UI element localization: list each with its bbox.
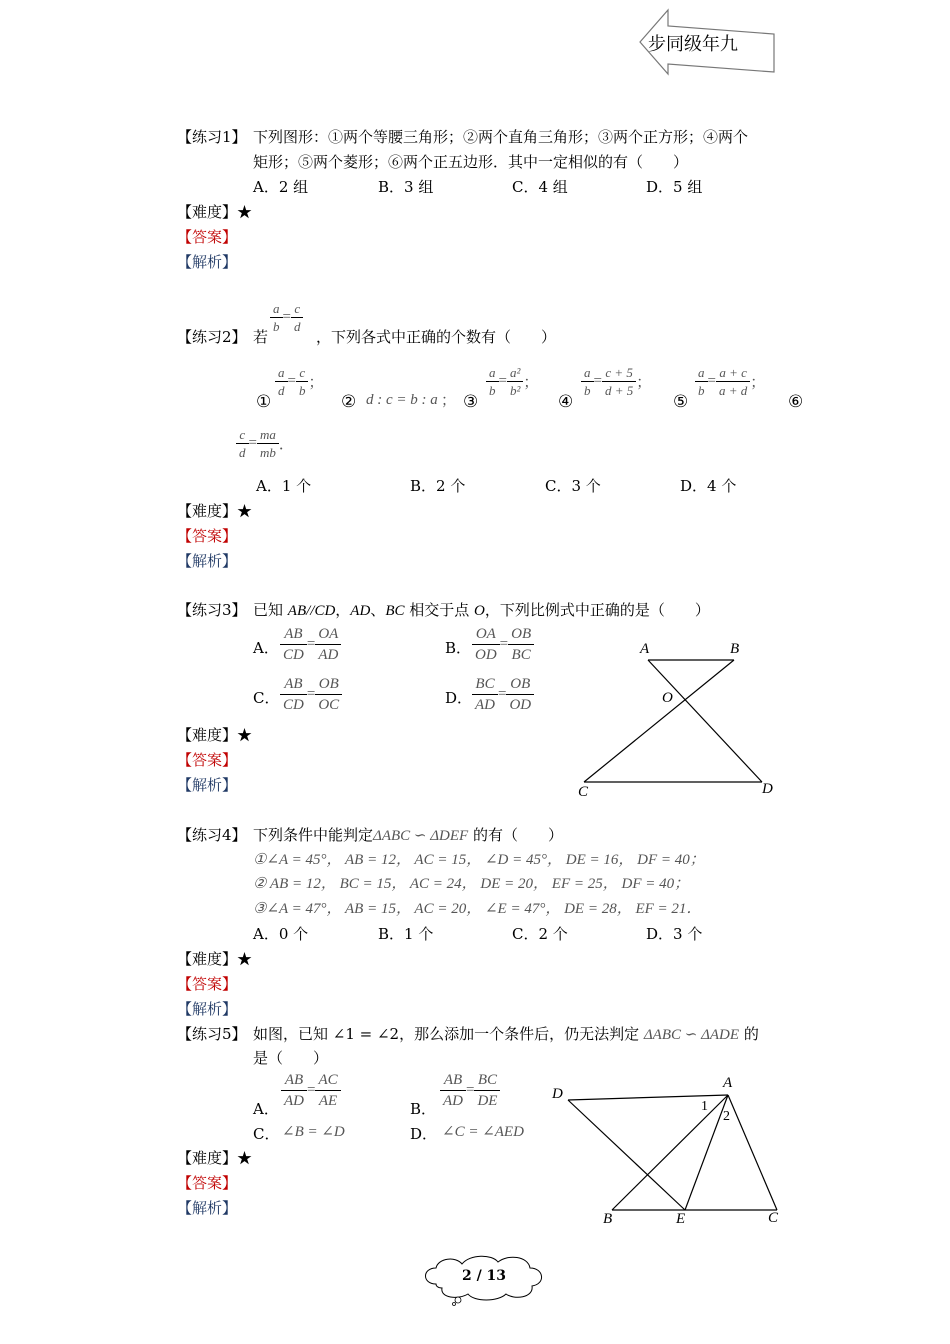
- q3-label-a: A: [640, 641, 650, 657]
- q4-stem: 下列条件中能判定ΔABC ∽ ΔDEF 的有（ ）: [253, 826, 563, 844]
- q2-option-d: D．4 个: [680, 477, 737, 495]
- q5-option-a-letter: A．: [253, 1100, 279, 1118]
- q4-option-c: C．2 个: [512, 925, 568, 943]
- q2-item-2-sep: ；: [441, 391, 457, 409]
- q5-segment-ab: [612, 1095, 728, 1210]
- q5-option-c-expr: ∠B = ∠D: [282, 1124, 345, 1140]
- q2-given-fraction: $\frac{a}{b}$ = $\frac{c}{d}$: [270, 300, 303, 335]
- q1-option-a: A．2 组: [253, 178, 309, 196]
- q5-segment-ac: [728, 1095, 777, 1210]
- q3-label-o: O: [662, 690, 673, 706]
- q3-segment-ad: [648, 660, 762, 782]
- q4-analysis: 【解析】: [177, 1000, 238, 1018]
- q5-label-b: B: [603, 1211, 613, 1227]
- q2-item-3-num: ③: [463, 392, 479, 412]
- q3-answer: 【答案】: [177, 751, 238, 769]
- q1-option-d: D．5 组: [646, 178, 703, 196]
- q3-option-a-letter: A．: [253, 639, 279, 657]
- q2-difficulty: 【难度】★: [177, 502, 253, 520]
- q2-item-2-num: ②: [341, 392, 357, 412]
- q2-prefix: 若: [253, 328, 269, 346]
- q2-item-4-num: ④: [558, 392, 574, 412]
- q2-answer: 【答案】: [177, 527, 238, 545]
- q5-option-b-expr: $\frac{AB}{AD}$ = $\frac{BC}{DE}$: [440, 1070, 500, 1111]
- q2-option-b: B．2 个: [410, 477, 466, 495]
- q2-item-1-expr: $\frac{a}{d}$ = $\frac{c}{b}$ ；: [275, 364, 323, 399]
- q1-difficulty: 【难度】★: [177, 203, 253, 221]
- q5-option-d-expr: ∠C = ∠AED: [442, 1124, 524, 1140]
- header-badge-text: 步同级年九: [648, 34, 738, 55]
- q1-option-c: C．4 组: [512, 178, 568, 196]
- q1-line1: 下列图形：①两个等腰三角形；②两个直角三角形；③两个正方形；④两个: [253, 128, 749, 146]
- page-number: 2 / 13: [461, 1268, 507, 1284]
- q5-label-c: C: [768, 1210, 779, 1226]
- q3-label-d: D: [762, 781, 773, 797]
- q5-label-e: E: [676, 1211, 686, 1227]
- q4-answer: 【答案】: [177, 975, 238, 993]
- q1-tag: 【练习1】: [177, 128, 247, 146]
- q3-option-b-letter: B．: [445, 639, 472, 657]
- q2-item-4-expr: $\frac{a}{b}$ = $\frac{c + 5}{d + 5}$ ；: [581, 364, 651, 399]
- q1-answer: 【答案】: [177, 228, 238, 246]
- q5-option-d-letter: D．: [410, 1125, 438, 1143]
- q2-option-c: C．3 个: [545, 477, 601, 495]
- q5-option-c-letter: C．: [253, 1125, 280, 1143]
- q5-tag: 【练习5】: [177, 1025, 247, 1043]
- q3-figure: [570, 632, 790, 802]
- q3-option-b-expr: $\frac{OA}{OD}$ = $\frac{OB}{BC}$: [472, 624, 534, 665]
- q3-option-d-expr: $\frac{BC}{AD}$ = $\frac{OB}{OD}$: [472, 674, 534, 715]
- q5-line2: 是（ ）: [253, 1049, 329, 1067]
- q2-item-1-num: ①: [256, 392, 272, 412]
- q1-analysis: 【解析】: [177, 253, 238, 271]
- q5-figure: [540, 1070, 800, 1230]
- q5-option-a-expr: $\frac{AB}{AD}$ = $\frac{AC}{AE}$: [281, 1070, 341, 1111]
- q3-segment-bc: [584, 660, 734, 782]
- q5-answer: 【答案】: [177, 1174, 238, 1192]
- q4-condition-1: ①∠A = 45°， AB = 12， AC = 15， ∠D = 45°， DE = 16， DF = 40；: [253, 852, 705, 868]
- q3-label-c: C: [578, 784, 589, 800]
- q5-label-1: 1: [701, 1099, 708, 1114]
- q3-option-c-letter: C．: [253, 689, 280, 707]
- q4-condition-2: ② AB = 12， BC = 15， AC = 24， DE = 20， EF = 25， DF = 40；: [253, 876, 690, 892]
- q3-tag: 【练习3】: [177, 601, 247, 619]
- q5-label-d: D: [552, 1086, 563, 1102]
- q4-tag: 【练习4】: [177, 826, 247, 844]
- q2-option-a: A．1 个: [256, 477, 312, 495]
- q3-option-c-expr: $\frac{AB}{CD}$ = $\frac{OB}{OC}$: [280, 674, 342, 715]
- q2-tag: 【练习2】: [177, 328, 247, 346]
- q4-difficulty: 【难度】★: [177, 950, 253, 968]
- q5-label-a: A: [723, 1075, 733, 1091]
- q4-option-b: B．1 个: [378, 925, 434, 943]
- q2-analysis: 【解析】: [177, 552, 238, 570]
- q3-option-a-expr: $\frac{AB}{CD}$ = $\frac{OA}{AD}$: [280, 624, 341, 665]
- q4-option-d: D．3 个: [646, 925, 703, 943]
- q5-label-2: 2: [723, 1109, 730, 1124]
- q2-item-5-expr: $\frac{a}{b}$ = $\frac{a + c}{a + d}$ ；: [695, 364, 765, 399]
- q2-item-3-expr: $\frac{a}{b}$ = $\frac{\text{a²}}{\text{b²}}$ ；: [486, 364, 538, 399]
- q2-item-2-expr: d : c = b : a: [366, 392, 438, 408]
- q4-option-a: A．0 个: [253, 925, 309, 943]
- q2-text: ，下列各式中正确的个数有（ ）: [316, 328, 557, 346]
- q2-item-6-num: ⑥: [788, 392, 804, 412]
- q1-option-b: B．3 组: [378, 178, 434, 196]
- q3-option-d-letter: D．: [445, 689, 473, 707]
- q2-item-5-num: ⑤: [673, 392, 689, 412]
- q5-analysis: 【解析】: [177, 1199, 238, 1217]
- q2-item-6-expr: $\frac{c}{d}$ = $\frac{ma}{mb}$ ．: [236, 426, 294, 461]
- q3-analysis: 【解析】: [177, 776, 238, 794]
- q1-line2: 矩形；⑤两个菱形；⑥两个正五边形．其中一定相似的有（ ）: [253, 153, 689, 171]
- q3-stem: 已知 AB//CD，AD、BC 相交于点 O，下列比例式中正确的是（ ）: [253, 601, 710, 619]
- q3-difficulty: 【难度】★: [177, 726, 253, 744]
- q3-label-b: B: [730, 641, 740, 657]
- q5-difficulty: 【难度】★: [177, 1149, 253, 1167]
- q5-stem: 如图，已知 ∠1 = ∠2，那么添加一个条件后，仍无法判定 ΔABC ∽ ΔADE 的: [253, 1025, 759, 1043]
- q4-condition-3: ③∠A = 47°， AB = 15， AC = 20， ∠E = 47°， DE = 28， EF = 21．: [253, 901, 702, 917]
- q5-option-b-letter: B．: [410, 1100, 437, 1118]
